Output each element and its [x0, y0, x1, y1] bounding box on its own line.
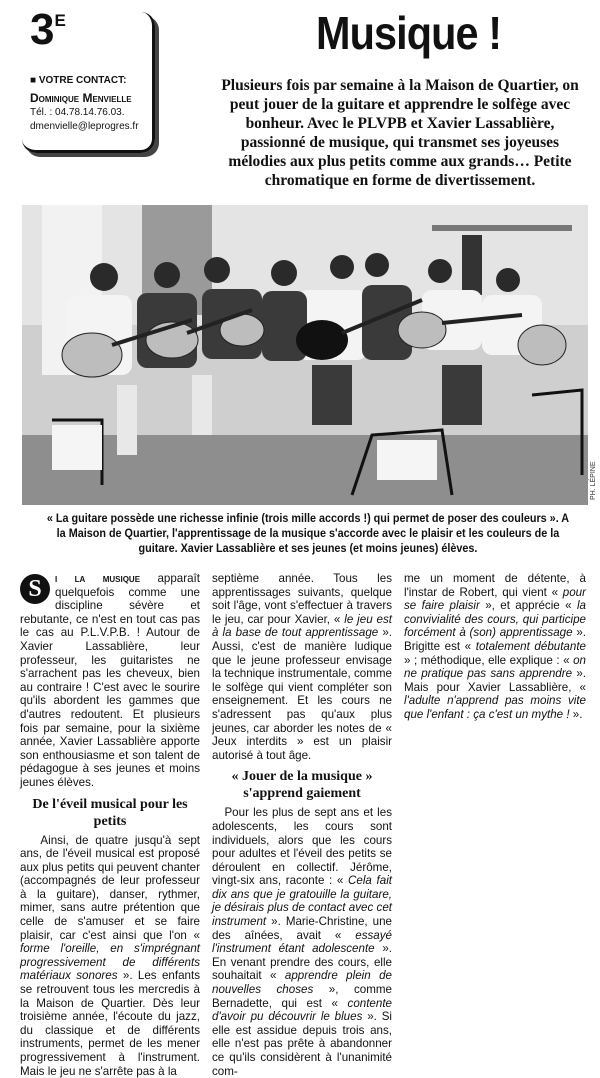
- district-suffix: E: [54, 11, 64, 30]
- paragraph-2-text-b: ». Les enfants se retrouvent tous les mercredis à la Maison de Quartier. Dès leur troisième année, l'écoute du jazz, du classique et de différents instruments, permet de les mener progressivement à l'instrument. Mais le jeu ne s'arrête pas à la: [20, 969, 200, 1077]
- contact-name: Dominique Menvielle: [30, 91, 132, 105]
- district-number: [30, 8, 65, 52]
- paragraph-4-text-c: ». En venant prendre des cours, elle souhaitait «: [212, 942, 392, 982]
- lead-words: i la musique: [55, 572, 140, 585]
- intro-paragraph: Plusieurs fois par semaine à la Maison de Quartier, on peut jouer de la guitare et apprendre le solfège avec bonheur. Avec le PLVPB et Xavier Lassablière, passionné de musique, qui transmet ses joyeuses mélodies aux plus petits comme aux grands… Petite chromatique en forme de divertissement.: [212, 76, 588, 190]
- photo-caption: « La guitare possède une richesse infinie (trois mille accords !) qui permet de poser des couleurs ». A la Maison de Quartier, l'apprentissage de la musique s'accorde avec le plaisir et les couleurs de la guitare. Xavier Lassablière et ses jeunes (et moins jeunes) élèves.: [47, 512, 570, 557]
- paragraph-5-quote-3: totalement débutante: [476, 640, 586, 653]
- paragraph-5-quote-2: la convivialité des cours, qui participe forcément à (son) apprentissage: [404, 599, 586, 639]
- article-column-3: [404, 572, 586, 722]
- paragraph-4-quote-3: apprendre plein de nouvelles choses: [212, 969, 392, 996]
- article-paragraph-1: [20, 572, 200, 790]
- contact-email: dmenvielle@leprogres.fr: [30, 121, 139, 132]
- paragraph-3-quote: le jeu est à la base de tout apprentissage: [212, 613, 392, 640]
- article-paragraph-4: [212, 806, 392, 1078]
- paragraph-5-quote-4: on ne pratique pas sans apprendre: [404, 654, 586, 681]
- contact-label: ■ VOTRE CONTACT:: [30, 75, 126, 86]
- headline: Musique !: [316, 10, 501, 56]
- paragraph-4-text-d: », comme Bernadette, qui est «: [212, 983, 392, 1010]
- district-digit: 3: [30, 5, 53, 54]
- paragraph-5-text-f: ».: [570, 708, 583, 721]
- paragraph-4-text-b: ». Marie-Christine, une des aînées, avait «: [212, 915, 392, 942]
- paragraph-5-quote: pour se faire plaisir: [404, 586, 586, 613]
- paragraph-5-text-d: » ; méthodique, elle explique : «: [404, 654, 573, 667]
- article-paragraph-5: [404, 572, 586, 722]
- paragraph-3-text-a: septième année. Tous les apprentissages suivants, quelque soit l'âge, vont s'effectuer à travers le jeu, car pour Xavier, «: [212, 572, 392, 626]
- guitar-class-photo-illustration: [22, 205, 588, 505]
- paragraph-5-text-b: », et apprécie «: [480, 599, 577, 612]
- paragraph-2-quote: forme l'oreille, en s'imprégnant progressivement de différents matériaux sonores: [20, 942, 200, 982]
- dropcap: S: [20, 574, 50, 604]
- paragraph-5-text-c: ». Brigitte est «: [404, 626, 586, 653]
- paragraph-4-quote-2: essayé l'instrument étant adolescente: [212, 929, 392, 956]
- paragraph-5-text-e: ». Mais pour Xavier Lassablière, «: [404, 667, 586, 694]
- paragraph-1-text: apparaît quelquefois comme une discipline sévère et rebutante, ce n'est en tout cas pas le cas au P.L.V.P.B. ! Autour de Xavier Lassablière, leur professeur, les guitaristes ne s'arrachent pas les cheveux, bien au contraire ! C'est avec le sourire qu'ils abordent les gammes que d'autres redoutent. Et plusieurs fois par semaine, pour la sixième année, Xavier Lassablière apporte son enthousiasme et son talent de pédagogue à ses jeunes et moins jeunes élèves.: [20, 572, 200, 789]
- paragraph-4-text-a: Pour les plus de sept ans et les adolescents, les cours sont individuels, alors que les cours pour adultes et l'éveil des petits se déroulent en collectif. Jérôme, vingt-six ans, raconte : «: [212, 806, 392, 887]
- article-column-1: [20, 572, 200, 1078]
- article-paragraph-2: [20, 834, 200, 1078]
- paragraph-5-quote-5: l'adulte n'apprend pas moins vite que l'enfant : ça c'est un mythe !: [404, 694, 586, 721]
- article-paragraph-3: [212, 572, 392, 762]
- photo-credit: PH. LÉPINE: [590, 461, 597, 500]
- subheading-eveil-musical: De l'éveil musical pour les petits: [20, 796, 200, 830]
- contact-phone: Tél. : 04.78.14.76.03.: [30, 107, 125, 118]
- subheading-jouer-de-la-musique: « Jouer de la musique » s'apprend gaiement: [212, 768, 392, 802]
- paragraph-4-quote-4: contente d'avoir pu découvrir le blues: [212, 997, 392, 1024]
- article-column-2: [212, 572, 392, 1078]
- paragraph-2-text-a: Ainsi, de quatre jusqu'à sept ans, de l'éveil musical est proposé aux plus petits qui peuvent chanter (accompagnés de leur professeur à la guitare), danser, rythmer, mimer, sans autre prétention que celle de s'amuser et se faire plaisir, car c'est ainsi que l'on «: [20, 834, 200, 942]
- paragraph-4-quote: Cela fait dix ans que je gratouille la guitare, je désirais plus de contact avec cet instrument: [212, 874, 392, 928]
- paragraph-5-text-a: me un moment de détente, à l'instar de Robert, qui vient «: [404, 572, 586, 599]
- paragraph-3-text-b: ». Aussi, c'est de manière ludique que le jeune professeur envisage la technique instrumentale, comme le solfège qui vient compléter son enseignement. Et les cours ne s'adressent pas qu'aux plus jeunes, car aborder les notes de « Jeux interdits » est un plaisir autorisé à tout âge.: [212, 626, 392, 761]
- paragraph-4-text-e: ». Si elle est assidue depuis trois ans, elle n'est pas prête à abandonner ce qu'ils considèrent à l'unanimité com-: [212, 1010, 392, 1077]
- article-photo: [22, 205, 588, 505]
